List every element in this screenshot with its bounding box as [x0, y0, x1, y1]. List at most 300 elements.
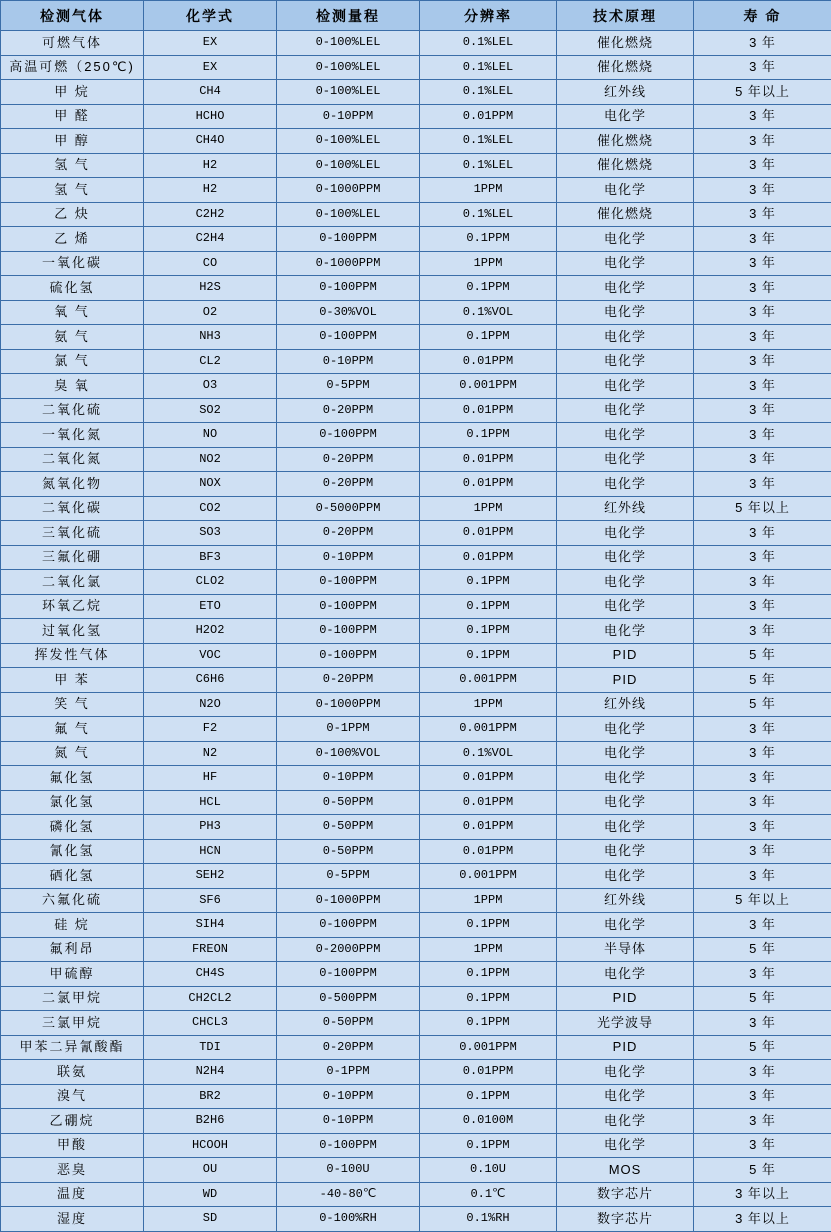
header-cell-range: 检测量程	[277, 1, 420, 31]
cell-resolution: 0.10U	[420, 1158, 557, 1183]
cell-gas: 恶臭	[1, 1158, 144, 1183]
cell-lifetime: 3 年	[694, 545, 831, 570]
cell-resolution: 0.01PPM	[420, 839, 557, 864]
table-row	[1, 300, 831, 325]
cell-principle: 电化学	[557, 325, 694, 350]
cell-resolution: 0.01PPM	[420, 1060, 557, 1085]
table-row	[1, 80, 831, 105]
cell-formula: CH4	[144, 80, 277, 105]
cell-lifetime: 5 年	[694, 692, 831, 717]
cell-resolution: 0.1%LEL	[420, 153, 557, 178]
cell-formula: WD	[144, 1182, 277, 1207]
cell-gas: 溴气	[1, 1084, 144, 1109]
cell-lifetime: 5 年	[694, 643, 831, 668]
cell-formula: N2H4	[144, 1060, 277, 1085]
cell-lifetime: 3 年	[694, 325, 831, 350]
cell-range: 0-20PPM	[277, 447, 420, 472]
table-row	[1, 227, 831, 252]
cell-range: 0-1000PPM	[277, 178, 420, 203]
cell-principle: 电化学	[557, 300, 694, 325]
cell-lifetime: 3 年	[694, 766, 831, 791]
cell-lifetime: 5 年	[694, 986, 831, 1011]
cell-gas: 过氧化氢	[1, 619, 144, 644]
cell-principle: 半导体	[557, 937, 694, 962]
cell-resolution: 0.1PPM	[420, 276, 557, 301]
cell-gas: 甲硫醇	[1, 962, 144, 987]
cell-gas: 硅 烷	[1, 913, 144, 938]
cell-range: 0-50PPM	[277, 790, 420, 815]
cell-range: 0-20PPM	[277, 668, 420, 693]
cell-principle: 电化学	[557, 741, 694, 766]
cell-gas: 甲苯二异氰酸酯	[1, 1035, 144, 1060]
cell-formula: SO2	[144, 398, 277, 423]
table-row	[1, 1109, 831, 1134]
cell-range: 0-100PPM	[277, 594, 420, 619]
cell-lifetime: 3 年	[694, 741, 831, 766]
cell-range: 0-5PPM	[277, 374, 420, 399]
cell-formula: NO2	[144, 447, 277, 472]
cell-lifetime: 3 年	[694, 521, 831, 546]
cell-range: 0-100PPM	[277, 643, 420, 668]
cell-range: 0-100PPM	[277, 227, 420, 252]
cell-formula: BF3	[144, 545, 277, 570]
cell-range: 0-100%LEL	[277, 80, 420, 105]
table-body	[1, 31, 831, 1232]
cell-principle: 催化燃烧	[557, 129, 694, 154]
cell-principle: 电化学	[557, 815, 694, 840]
table-row	[1, 472, 831, 497]
table-row	[1, 643, 831, 668]
cell-gas: 氮氧化物	[1, 472, 144, 497]
table-row	[1, 888, 831, 913]
cell-range: 0-10PPM	[277, 766, 420, 791]
table-row	[1, 692, 831, 717]
cell-gas: 二氧化硫	[1, 398, 144, 423]
cell-gas: 氢 气	[1, 153, 144, 178]
table-row	[1, 349, 831, 374]
cell-formula: NO	[144, 423, 277, 448]
cell-formula: O2	[144, 300, 277, 325]
cell-resolution: 0.01PPM	[420, 766, 557, 791]
header-cell-formula: 化学式	[144, 1, 277, 31]
cell-resolution: 0.1PPM	[420, 1011, 557, 1036]
cell-range: 0-1000PPM	[277, 888, 420, 913]
cell-principle: 电化学	[557, 962, 694, 987]
cell-lifetime: 3 年以上	[694, 1182, 831, 1207]
cell-gas: 臭 氧	[1, 374, 144, 399]
table-row	[1, 1133, 831, 1158]
table-row	[1, 668, 831, 693]
table-row	[1, 766, 831, 791]
cell-range: 0-2000PPM	[277, 937, 420, 962]
cell-principle: 电化学	[557, 521, 694, 546]
table-row	[1, 1158, 831, 1183]
cell-lifetime: 3 年	[694, 251, 831, 276]
cell-formula: FREON	[144, 937, 277, 962]
cell-formula: O3	[144, 374, 277, 399]
cell-gas: 氰化氢	[1, 839, 144, 864]
cell-resolution: 0.1PPM	[420, 423, 557, 448]
cell-principle: 电化学	[557, 104, 694, 129]
cell-gas: 二氧化氯	[1, 570, 144, 595]
cell-formula: EX	[144, 55, 277, 80]
cell-gas: 一氧化氮	[1, 423, 144, 448]
cell-gas: 三氟化硼	[1, 545, 144, 570]
cell-resolution: 0.1PPM	[420, 619, 557, 644]
cell-gas: 氨 气	[1, 325, 144, 350]
cell-lifetime: 3 年	[694, 594, 831, 619]
cell-gas: 高温可燃（250℃)	[1, 55, 144, 80]
table-row	[1, 423, 831, 448]
cell-range: 0-100PPM	[277, 570, 420, 595]
cell-range: 0-10PPM	[277, 349, 420, 374]
cell-resolution: 0.1%LEL	[420, 55, 557, 80]
cell-resolution: 0.1PPM	[420, 1084, 557, 1109]
table-row	[1, 129, 831, 154]
cell-formula: C6H6	[144, 668, 277, 693]
cell-principle: 电化学	[557, 766, 694, 791]
cell-gas: 氟 气	[1, 717, 144, 742]
cell-resolution: 0.1PPM	[420, 227, 557, 252]
cell-principle: PID	[557, 643, 694, 668]
cell-resolution: 0.0100M	[420, 1109, 557, 1134]
header-cell-lifetime: 寿 命	[694, 1, 831, 31]
cell-lifetime: 3 年	[694, 962, 831, 987]
cell-gas: 甲酸	[1, 1133, 144, 1158]
cell-gas: 笑 气	[1, 692, 144, 717]
table-row	[1, 178, 831, 203]
cell-lifetime: 3 年	[694, 913, 831, 938]
cell-principle: 电化学	[557, 423, 694, 448]
table-row	[1, 790, 831, 815]
cell-range: 0-100%RH	[277, 1207, 420, 1232]
cell-lifetime: 3 年	[694, 447, 831, 472]
cell-range: 0-20PPM	[277, 398, 420, 423]
cell-gas: 甲 烷	[1, 80, 144, 105]
cell-range: 0-100PPM	[277, 325, 420, 350]
table-row	[1, 1182, 831, 1207]
cell-range: 0-100PPM	[277, 913, 420, 938]
cell-formula: SD	[144, 1207, 277, 1232]
cell-formula: SIH4	[144, 913, 277, 938]
header-cell-principle: 技术原理	[557, 1, 694, 31]
cell-formula: CHCL3	[144, 1011, 277, 1036]
cell-lifetime: 5 年以上	[694, 496, 831, 521]
cell-gas: 氯 气	[1, 349, 144, 374]
cell-formula: CL2	[144, 349, 277, 374]
table-row	[1, 717, 831, 742]
cell-range: 0-100PPM	[277, 1133, 420, 1158]
cell-lifetime: 3 年	[694, 423, 831, 448]
cell-formula: CO2	[144, 496, 277, 521]
cell-formula: OU	[144, 1158, 277, 1183]
cell-range: 0-1PPM	[277, 717, 420, 742]
cell-principle: 催化燃烧	[557, 202, 694, 227]
cell-range: 0-20PPM	[277, 521, 420, 546]
table-row	[1, 153, 831, 178]
table-row	[1, 251, 831, 276]
table-row	[1, 1084, 831, 1109]
cell-lifetime: 3 年	[694, 202, 831, 227]
cell-resolution: 0.1%RH	[420, 1207, 557, 1232]
cell-principle: 电化学	[557, 447, 694, 472]
cell-resolution: 1PPM	[420, 888, 557, 913]
cell-resolution: 0.1%VOL	[420, 300, 557, 325]
cell-principle: 电化学	[557, 790, 694, 815]
table-row	[1, 913, 831, 938]
table-row	[1, 570, 831, 595]
cell-formula: HF	[144, 766, 277, 791]
cell-principle: 红外线	[557, 496, 694, 521]
cell-formula: H2	[144, 178, 277, 203]
cell-resolution: 1PPM	[420, 692, 557, 717]
cell-resolution: 0.1%LEL	[420, 80, 557, 105]
cell-range: 0-1PPM	[277, 1060, 420, 1085]
cell-principle: 数字芯片	[557, 1207, 694, 1232]
cell-gas: 湿度	[1, 1207, 144, 1232]
cell-range: -40-80℃	[277, 1182, 420, 1207]
cell-formula: C2H2	[144, 202, 277, 227]
cell-lifetime: 3 年	[694, 1109, 831, 1134]
cell-formula: H2S	[144, 276, 277, 301]
cell-gas: 挥发性气体	[1, 643, 144, 668]
cell-principle: 催化燃烧	[557, 153, 694, 178]
cell-formula: NH3	[144, 325, 277, 350]
table-row	[1, 619, 831, 644]
cell-principle: PID	[557, 986, 694, 1011]
cell-principle: 红外线	[557, 888, 694, 913]
cell-lifetime: 3 年	[694, 153, 831, 178]
cell-lifetime: 3 年	[694, 717, 831, 742]
cell-range: 0-50PPM	[277, 815, 420, 840]
cell-lifetime: 3 年	[694, 570, 831, 595]
cell-gas: 二氧化氮	[1, 447, 144, 472]
cell-lifetime: 3 年	[694, 104, 831, 129]
cell-resolution: 0.1PPM	[420, 962, 557, 987]
cell-formula: CH2CL2	[144, 986, 277, 1011]
table-row	[1, 447, 831, 472]
cell-formula: SO3	[144, 521, 277, 546]
cell-lifetime: 3 年	[694, 349, 831, 374]
cell-principle: 光学波导	[557, 1011, 694, 1036]
cell-formula: H2O2	[144, 619, 277, 644]
cell-lifetime: 3 年	[694, 178, 831, 203]
cell-formula: SEH2	[144, 864, 277, 889]
cell-gas: 温度	[1, 1182, 144, 1207]
cell-lifetime: 3 年	[694, 227, 831, 252]
table-row	[1, 986, 831, 1011]
table-row	[1, 594, 831, 619]
cell-range: 0-100PPM	[277, 962, 420, 987]
cell-lifetime: 3 年	[694, 374, 831, 399]
cell-resolution: 0.1PPM	[420, 986, 557, 1011]
table-header	[1, 1, 831, 31]
table-row	[1, 1035, 831, 1060]
cell-range: 0-10PPM	[277, 545, 420, 570]
cell-formula: ETO	[144, 594, 277, 619]
cell-formula: HCOOH	[144, 1133, 277, 1158]
cell-principle: 电化学	[557, 1084, 694, 1109]
cell-lifetime: 3 年	[694, 398, 831, 423]
cell-principle: 电化学	[557, 839, 694, 864]
cell-resolution: 0.001PPM	[420, 864, 557, 889]
table-row	[1, 815, 831, 840]
cell-principle: 数字芯片	[557, 1182, 694, 1207]
cell-formula: SF6	[144, 888, 277, 913]
cell-resolution: 0.01PPM	[420, 447, 557, 472]
cell-principle: 电化学	[557, 1109, 694, 1134]
cell-range: 0-500PPM	[277, 986, 420, 1011]
table-row	[1, 1011, 831, 1036]
cell-resolution: 0.01PPM	[420, 398, 557, 423]
cell-formula: PH3	[144, 815, 277, 840]
cell-principle: 电化学	[557, 251, 694, 276]
table-row	[1, 545, 831, 570]
cell-resolution: 0.001PPM	[420, 374, 557, 399]
cell-resolution: 0.01PPM	[420, 815, 557, 840]
cell-principle: 催化燃烧	[557, 55, 694, 80]
cell-principle: 电化学	[557, 1060, 694, 1085]
cell-principle: MOS	[557, 1158, 694, 1183]
cell-range: 0-10PPM	[277, 1084, 420, 1109]
cell-resolution: 0.1PPM	[420, 570, 557, 595]
table-row	[1, 55, 831, 80]
cell-principle: 电化学	[557, 349, 694, 374]
cell-resolution: 0.1PPM	[420, 594, 557, 619]
table-row	[1, 202, 831, 227]
table-row	[1, 31, 831, 56]
cell-gas: 硒化氢	[1, 864, 144, 889]
cell-range: 0-100%VOL	[277, 741, 420, 766]
cell-gas: 二氯甲烷	[1, 986, 144, 1011]
cell-range: 0-20PPM	[277, 1035, 420, 1060]
cell-resolution: 0.1PPM	[420, 643, 557, 668]
cell-lifetime: 3 年	[694, 864, 831, 889]
cell-principle: 催化燃烧	[557, 31, 694, 56]
cell-lifetime: 3 年	[694, 815, 831, 840]
table-row	[1, 864, 831, 889]
table-row	[1, 937, 831, 962]
cell-gas: 环氧乙烷	[1, 594, 144, 619]
cell-range: 0-5000PPM	[277, 496, 420, 521]
cell-principle: 电化学	[557, 276, 694, 301]
cell-gas: 联氨	[1, 1060, 144, 1085]
cell-range: 0-100%LEL	[277, 153, 420, 178]
cell-gas: 氟化氢	[1, 766, 144, 791]
cell-gas: 三氯甲烷	[1, 1011, 144, 1036]
cell-resolution: 0.1%LEL	[420, 129, 557, 154]
cell-formula: C2H4	[144, 227, 277, 252]
cell-formula: N2	[144, 741, 277, 766]
cell-lifetime: 3 年	[694, 790, 831, 815]
cell-resolution: 1PPM	[420, 496, 557, 521]
cell-resolution: 0.01PPM	[420, 349, 557, 374]
cell-range: 0-50PPM	[277, 1011, 420, 1036]
cell-principle: 电化学	[557, 398, 694, 423]
cell-range: 0-100U	[277, 1158, 420, 1183]
cell-gas: 氧 气	[1, 300, 144, 325]
cell-resolution: 1PPM	[420, 251, 557, 276]
cell-resolution: 0.1%LEL	[420, 31, 557, 56]
cell-formula: HCN	[144, 839, 277, 864]
cell-lifetime: 5 年以上	[694, 888, 831, 913]
table-row	[1, 521, 831, 546]
cell-range: 0-1000PPM	[277, 251, 420, 276]
cell-range: 0-100%LEL	[277, 31, 420, 56]
cell-range: 0-100PPM	[277, 619, 420, 644]
header-cell-resolution: 分辨率	[420, 1, 557, 31]
cell-lifetime: 3 年以上	[694, 1207, 831, 1232]
cell-gas: 氢 气	[1, 178, 144, 203]
cell-formula: H2	[144, 153, 277, 178]
cell-lifetime: 3 年	[694, 1133, 831, 1158]
cell-resolution: 0.1PPM	[420, 1133, 557, 1158]
cell-range: 0-10PPM	[277, 1109, 420, 1134]
table-row	[1, 398, 831, 423]
cell-formula: HCHO	[144, 104, 277, 129]
cell-principle: 电化学	[557, 374, 694, 399]
cell-gas: 一氧化碳	[1, 251, 144, 276]
cell-principle: 电化学	[557, 472, 694, 497]
table-row	[1, 1060, 831, 1085]
cell-resolution: 0.01PPM	[420, 104, 557, 129]
cell-lifetime: 3 年	[694, 472, 831, 497]
cell-range: 0-100PPM	[277, 276, 420, 301]
cell-resolution: 0.1%VOL	[420, 741, 557, 766]
cell-principle: 电化学	[557, 594, 694, 619]
cell-principle: 电化学	[557, 178, 694, 203]
header-cell-gas: 检测气体	[1, 1, 144, 31]
cell-gas: 乙 烯	[1, 227, 144, 252]
cell-resolution: 0.01PPM	[420, 545, 557, 570]
cell-formula: TDI	[144, 1035, 277, 1060]
cell-principle: 电化学	[557, 717, 694, 742]
cell-gas: 可燃气体	[1, 31, 144, 56]
cell-gas: 三氧化硫	[1, 521, 144, 546]
cell-principle: PID	[557, 1035, 694, 1060]
cell-range: 0-100%LEL	[277, 55, 420, 80]
cell-formula: CH4O	[144, 129, 277, 154]
cell-gas: 磷化氢	[1, 815, 144, 840]
cell-formula: F2	[144, 717, 277, 742]
cell-lifetime: 5 年	[694, 668, 831, 693]
header-row	[1, 1, 831, 31]
table-row	[1, 374, 831, 399]
table-row	[1, 962, 831, 987]
cell-lifetime: 5 年	[694, 1035, 831, 1060]
cell-lifetime: 5 年	[694, 937, 831, 962]
cell-formula: CH4S	[144, 962, 277, 987]
cell-lifetime: 3 年	[694, 276, 831, 301]
cell-gas: 甲 醛	[1, 104, 144, 129]
cell-formula: CO	[144, 251, 277, 276]
table-row	[1, 839, 831, 864]
cell-range: 0-100%LEL	[277, 202, 420, 227]
table-row	[1, 1207, 831, 1232]
cell-formula: B2H6	[144, 1109, 277, 1134]
cell-principle: 电化学	[557, 864, 694, 889]
cell-lifetime: 3 年	[694, 839, 831, 864]
cell-range: 0-100PPM	[277, 423, 420, 448]
cell-resolution: 0.1℃	[420, 1182, 557, 1207]
cell-gas: 乙硼烷	[1, 1109, 144, 1134]
cell-principle: 电化学	[557, 913, 694, 938]
cell-resolution: 0.001PPM	[420, 717, 557, 742]
cell-lifetime: 3 年	[694, 1011, 831, 1036]
cell-gas: 氟利昂	[1, 937, 144, 962]
cell-lifetime: 3 年	[694, 129, 831, 154]
cell-gas: 乙 炔	[1, 202, 144, 227]
